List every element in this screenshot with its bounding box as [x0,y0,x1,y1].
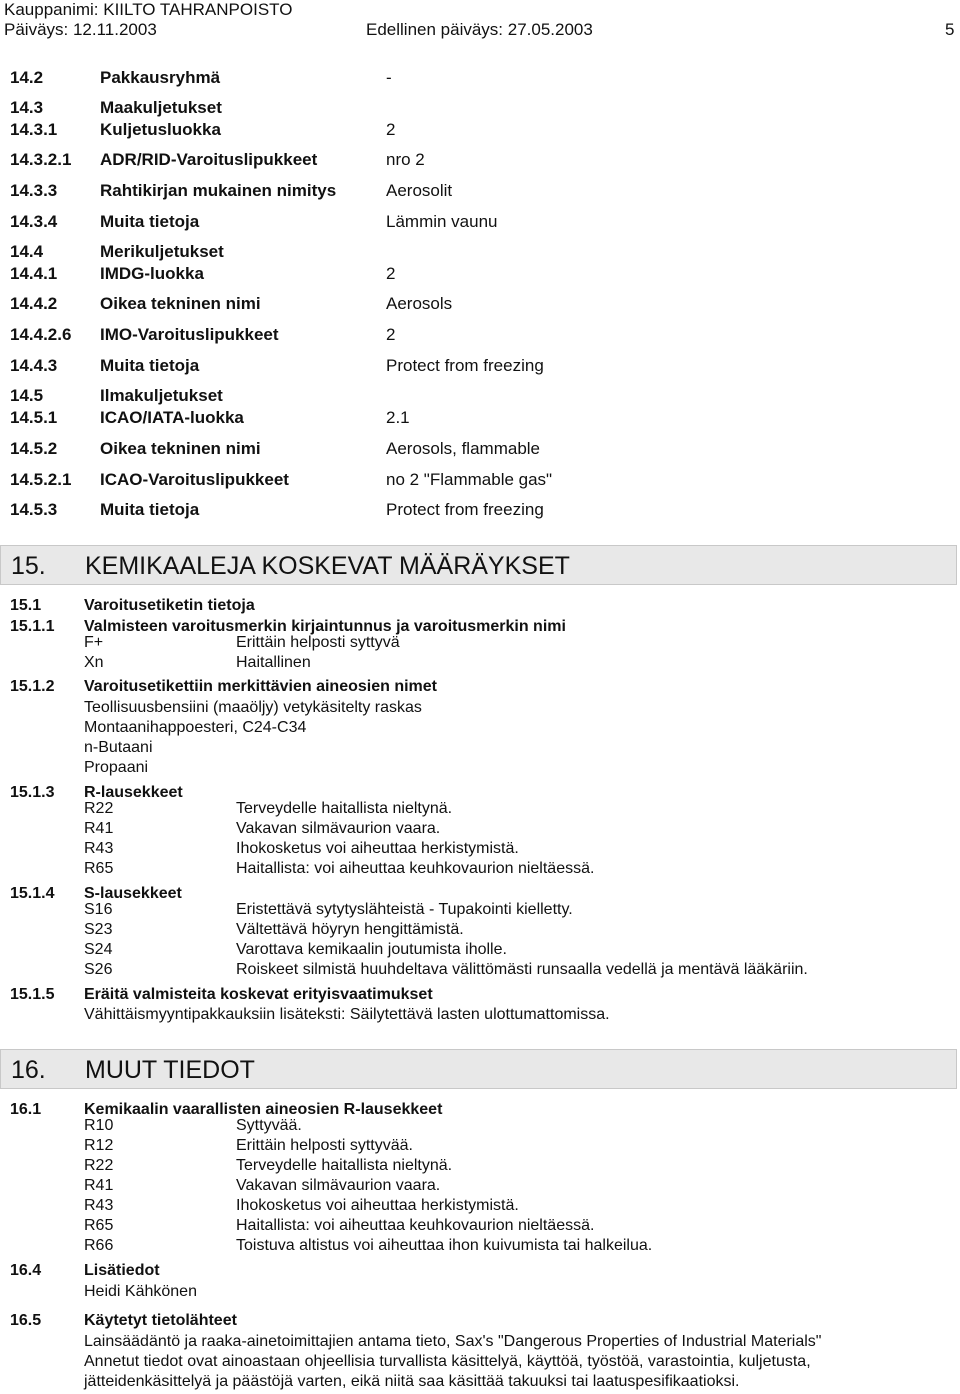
hazard-symbol-text: Haitallinen [236,654,311,671]
risk-code: R22 [84,800,114,817]
safety-text: Roiskeet silmistä huuhdeltava välittömästi runsaalla vedellä ja mentävä lääkäriin. [236,961,808,978]
risk-code: R22 [84,1157,114,1174]
transport-label: ADR/RID-Varoituslipukkeet [100,150,318,169]
transport-num: 14.3.3 [10,181,58,200]
safety-code: S23 [84,921,113,938]
transport-value: 2.1 [386,408,410,427]
transport-num: 14.3.4 [10,212,58,231]
subsection-num: 15.1.5 [10,986,55,1003]
subsection-title: Eräitä valmisteita koskevat erityisvaatimukset [84,986,433,1003]
ingredient-line: Teollisuusbensiini (maaöljy) vetykäsitelty raskas [84,699,422,716]
ingredient-line: Montaanihappoesteri, C24-C34 [84,719,307,736]
transport-label: Kuljetusluokka [100,120,221,139]
transport-label: IMO-Varoituslipukkeet [100,325,279,344]
transport-value: nro 2 [386,150,425,169]
transport-num: 14.5.1 [10,408,58,427]
risk-text: Ihokosketus voi aiheuttaa herkistymistä. [236,840,519,857]
transport-label: Maakuljetukset [100,98,222,117]
subsection-title: R-lausekkeet [84,784,183,801]
transport-label: Muita tietoja [100,356,200,375]
hazard-symbol-code: Xn [84,654,104,671]
safety-code: S24 [84,941,113,958]
transport-value: - [386,68,392,87]
section-number: 16. [11,1056,46,1084]
transport-value: Lämmin vaunu [386,212,498,231]
transport-value: no 2 "Flammable gas" [386,470,553,489]
risk-text: Terveydelle haitallista nieltynä. [236,800,453,817]
hazard-symbol-code: F+ [84,634,104,651]
transport-value: Aerosolit [386,181,453,200]
safety-text: Vältettävä höyryn hengittämistä. [236,921,464,938]
section-title: MUUT TIEDOT [85,1056,255,1084]
risk-text: Syttyvää. [236,1117,302,1134]
source-line: jätteidenkäsittelyä ja päästöjä varten, eikä niitä saa käsittää takuuksi tai laatuspesifikaatioksi. [84,1373,740,1390]
transport-label: Muita tietoja [100,500,200,519]
transport-label: IMDG-luokka [100,264,204,283]
transport-label: Oikea tekninen nimi [100,439,261,458]
transport-num: 14.3 [10,98,44,117]
subsection-num: 15.1.2 [10,678,55,695]
transport-label: Ilmakuljetukset [100,386,223,405]
transport-value: 2 [386,264,396,283]
risk-code: R65 [84,1217,114,1234]
risk-code: R41 [84,820,114,837]
section-title: KEMIKAALEJA KOSKEVAT MÄÄRÄYKSET [85,552,570,580]
subsection-title: Varoitusetikettiin merkittävien aineosien nimet [84,678,437,695]
transport-num: 14.4.2 [10,294,58,313]
section-16-heading [0,1049,957,1089]
subsection-num: 16.5 [10,1312,42,1329]
subsection-num: 15.1.1 [10,618,55,635]
risk-code: R10 [84,1117,114,1134]
transport-label: ICAO/IATA-luokka [100,408,244,427]
subsection-num: 16.4 [10,1262,42,1279]
transport-num: 14.5.3 [10,500,58,519]
previous-date: Edellinen päiväys: 27.05.2003 [366,20,593,39]
transport-num: 14.2 [10,68,44,87]
risk-code: R43 [84,840,114,857]
risk-text: Haitallista: voi aiheuttaa keuhkovaurion nieltäessä. [236,1217,595,1234]
section-15-heading [0,545,957,585]
transport-num: 14.4.1 [10,264,58,283]
document-date: Päiväys: 12.11.2003 [4,20,157,39]
transport-value: 2 [386,120,396,139]
risk-code: R12 [84,1137,114,1154]
ingredient-line: n-Butaani [84,739,153,756]
subsection-title: Käytetyt tietolähteet [84,1312,237,1329]
risk-code: R65 [84,860,114,877]
safety-code: S16 [84,901,113,918]
transport-value: Aerosols, flammable [386,439,541,458]
transport-value: Aerosols [386,294,453,313]
risk-text: Ihokosketus voi aiheuttaa herkistymistä. [236,1197,519,1214]
transport-label: Rahtikirjan mukainen nimitys [100,181,337,200]
risk-text: Terveydelle haitallista nieltynä. [236,1157,453,1174]
transport-num: 14.3.1 [10,120,58,139]
transport-label: Merikuljetukset [100,242,224,261]
risk-code: R66 [84,1237,114,1254]
company-name: Kauppanimi: KIILTO TAHRANPOISTO [4,0,293,19]
source-line: Lainsäädäntö ja raaka-ainetoimittajien antama tieto, Sax's "Dangerous Properties of Industrial Materials" [84,1333,822,1350]
risk-text: Haitallista: voi aiheuttaa keuhkovaurion nieltäessä. [236,860,595,877]
safety-text: Eristettävä sytytyslähteistä - Tupakointi kielletty. [236,901,573,918]
author-name: Heidi Kähkönen [84,1283,197,1300]
section-number: 15. [11,552,46,580]
subsection-num: 15.1.4 [10,885,55,902]
hazard-symbol-text: Erittäin helposti syttyvä [236,634,400,651]
transport-num: 14.4.2.6 [10,325,72,344]
transport-num: 14.5 [10,386,44,405]
special-requirement-text: Vähittäismyyntipakkauksiin lisäteksti: Säilytettävä lasten ulottumattomissa. [84,1006,610,1023]
transport-num: 14.4.3 [10,356,58,375]
subsection-num: 15.1 [10,597,42,614]
risk-text: Vakavan silmävaurion vaara. [236,820,441,837]
transport-label: Pakkausryhmä [100,68,221,87]
transport-label: Muita tietoja [100,212,200,231]
transport-label: ICAO-Varoituslipukkeet [100,470,289,489]
subsection-num: 15.1.3 [10,784,55,801]
transport-num: 14.5.2.1 [10,470,72,489]
risk-text: Toistuva altistus voi aiheuttaa ihon kuivumista tai halkeilua. [236,1237,653,1254]
transport-num: 14.5.2 [10,439,58,458]
transport-value: Protect from freezing [386,500,544,519]
risk-code: R43 [84,1197,114,1214]
safety-text: Varottava kemikaalin joutumista iholle. [236,941,507,958]
transport-num: 14.3.2.1 [10,150,72,169]
safety-code: S26 [84,961,113,978]
subsection-title: Lisätiedot [84,1262,160,1279]
transport-value: 2 [386,325,396,344]
risk-text: Vakavan silmävaurion vaara. [236,1177,441,1194]
subsection-title: Kemikaalin vaarallisten aineosien R-lausekkeet [84,1101,443,1118]
transport-value: Protect from freezing [386,356,544,375]
ingredient-line: Propaani [84,759,149,776]
source-line: Annetut tiedot ovat ainoastaan ohjeellisia turvallista käsittelyä, käyttöä, työstöä, varastointia, kuljetusta, [84,1353,811,1370]
transport-num: 14.4 [10,242,44,261]
subsection-title: Valmisteen varoitusmerkin kirjaintunnus ja varoitusmerkin nimi [84,618,566,635]
page-number: 5 [945,20,955,39]
transport-label: Oikea tekninen nimi [100,294,261,313]
subsection-title: S-lausekkeet [84,885,182,902]
risk-text: Erittäin helposti syttyvää. [236,1137,413,1154]
subsection-num: 16.1 [10,1101,42,1118]
subsection-title: Varoitusetiketin tietoja [84,597,255,614]
risk-code: R41 [84,1177,114,1194]
